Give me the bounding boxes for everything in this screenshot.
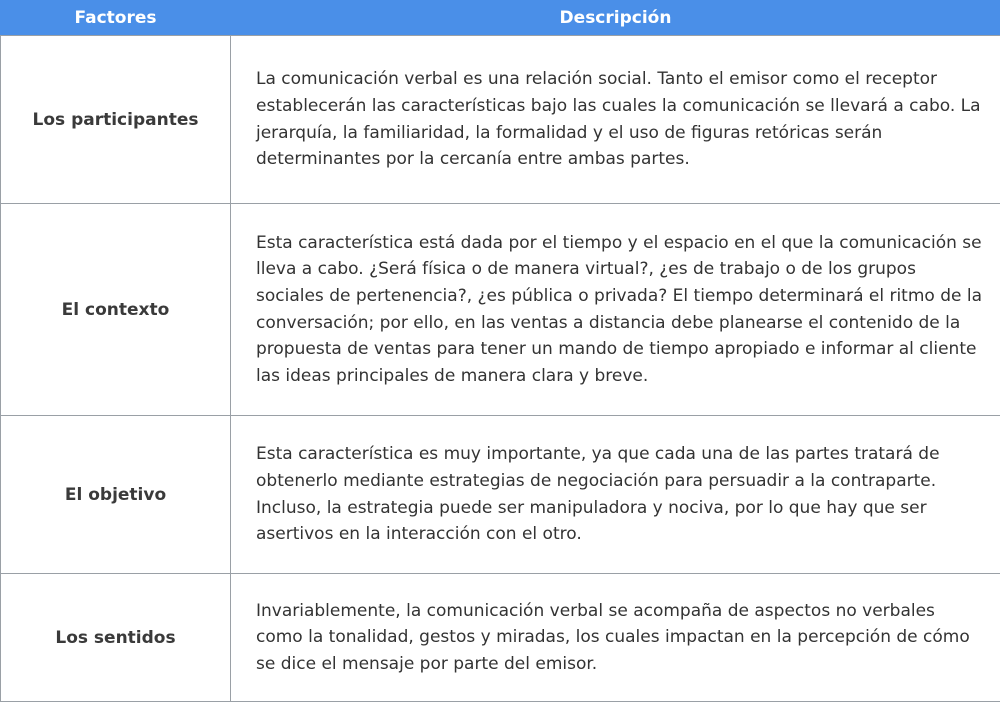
table-header-row <box>1 1 1000 36</box>
description-cell: Esta característica está dada por el tiempo y el espacio en el que la comunicación se lleva a cabo. ¿Será física o de manera virtual?, ¿es de trabajo o de los grupos sociales de pertenencia?, ¿es pública o privada? El tiempo determinará el ritmo de la conversación; por ello, en las ventas a distancia debe planearse el contenido de la propuesta de ventas para tener un mando de tiempo apropiado e informar al cliente las ideas principales de manera clara y breve. <box>231 204 1000 416</box>
factor-cell: El contexto <box>1 204 231 416</box>
description-cell: La comunicación verbal es una relación social. Tanto el emisor como el receptor establecerán las características bajo las cuales la comunicación se llevará a cabo. La jerarquía, la familiaridad, la formalidad y el uso de figuras retóricas serán determinantes por la cercanía entre ambas partes. <box>231 36 1000 204</box>
table-row <box>1 416 1000 574</box>
header-factores: Factores <box>1 1 231 36</box>
table-row <box>1 36 1000 204</box>
factor-cell: Los sentidos <box>1 574 231 702</box>
factor-cell: Los participantes <box>1 36 231 204</box>
description-cell: Esta característica es muy importante, ya que cada una de las partes tratará de obtenerlo mediante estrategias de negociación para persuadir a la contraparte. Incluso, la estrategia puede ser manipuladora y nociva, por lo que hay que ser asertivos en la interacción con el otro. <box>231 416 1000 574</box>
factor-cell: El objetivo <box>1 416 231 574</box>
description-cell: Invariablemente, la comunicación verbal se acompaña de aspectos no verbales como la tonalidad, gestos y miradas, los cuales impactan en la percepción de cómo se dice el mensaje por parte del emisor. <box>231 574 1000 702</box>
header-descripcion: Descripción <box>231 1 1000 36</box>
table-row <box>1 574 1000 702</box>
table-row <box>1 204 1000 416</box>
